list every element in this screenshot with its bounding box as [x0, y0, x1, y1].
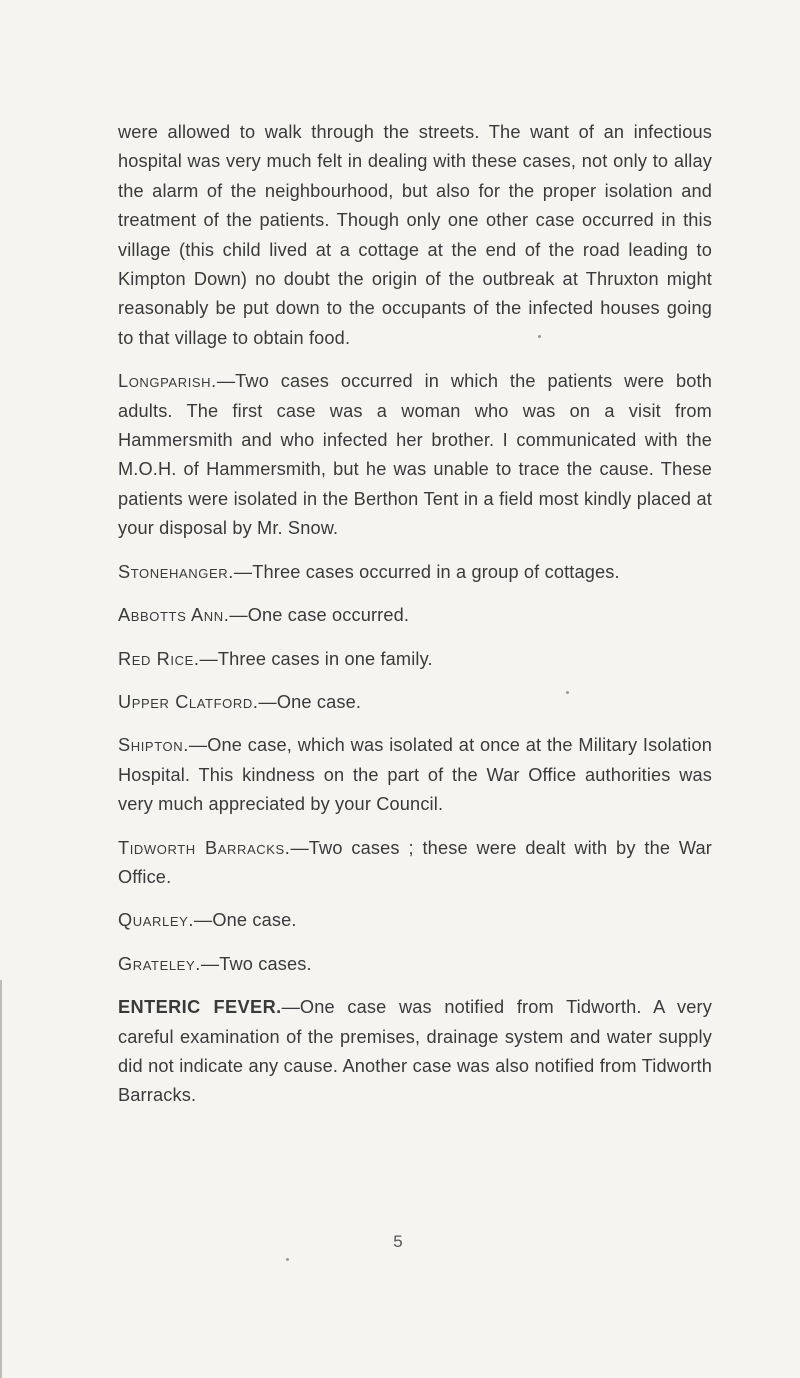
paragraph-stonehanger: [118, 558, 712, 587]
print-speck: [286, 1258, 289, 1261]
paragraph-shipton: [118, 731, 712, 819]
paragraph-upper-clatford: [118, 688, 712, 717]
paragraph-text: —One case, which was isolated at once at the Military Isolation Hospital. This kindness on the part of the War Office authorities was very much appreciated by your Council.: [118, 735, 712, 815]
paragraph-thruxton-continued: [118, 118, 712, 353]
print-speck: [538, 335, 541, 338]
paragraph-text: —One case was notified from Tidworth. A very careful examination of the premises, drainage system and water supply did not indicate any cause. Another case was also notified from Tidworth Barracks.: [118, 997, 712, 1106]
paragraph-text: —Two cases.: [200, 953, 312, 974]
paragraph-text: —Three cases in one family.: [199, 648, 433, 669]
place-heading: Abbotts Ann.: [118, 605, 230, 626]
place-heading: Quarley.: [118, 910, 195, 931]
place-heading: Grateley.: [118, 953, 201, 974]
document-body: [118, 118, 712, 1111]
place-heading: Upper Clatford.: [118, 691, 259, 712]
paragraph-longparish: [118, 367, 712, 543]
place-heading: Stonehanger.: [118, 561, 234, 582]
paragraph-text: —One case.: [258, 691, 362, 712]
page-number: 5: [393, 1232, 403, 1251]
paragraph-tidworth-barracks: [118, 834, 712, 893]
print-speck: [566, 691, 569, 694]
paragraph-text: were allowed to walk through the streets. The want of an infectious hospital was very much felt in dealing with these cases, not only to allay the alarm of the neighbourhood, but also for the proper isolation and treatment of the patients. Though only one other case occurred in this village (this child lived at a cottage at the end of the road leading to Kimpton Down) no doubt the origin of the outbreak at Thruxton might reasonably be put down to the occupants of the infected houses going to that village to obtain food.: [118, 122, 712, 348]
place-heading: Tidworth Barracks.: [118, 837, 291, 858]
paragraph-text: —One case.: [194, 910, 297, 931]
paragraph-enteric-fever: [118, 993, 712, 1111]
place-heading: Shipton.: [118, 735, 189, 756]
paragraph-text: —Two cases ; these were dealt with by the War Office.: [118, 837, 713, 887]
place-heading: Red Rice.: [118, 648, 200, 669]
paragraph-abbotts-ann: [118, 601, 712, 630]
place-heading: Longparish.: [118, 371, 217, 392]
paragraph-grateley: [118, 950, 712, 979]
paragraph-red-rice: [118, 645, 712, 674]
section-heading: ENTERIC FEVER.: [118, 997, 282, 1018]
paragraph-text: —Three cases occurred in a group of cottages.: [233, 561, 620, 582]
paragraph-text: —Two cases occurred in which the patients were both adults. The first case was a woman who was on a visit from Hammersmith and who infected her brother. I communicated with the M.O.H. of Hammersmith, but he was unable to trace the cause. These patients were isolated in the Berthon Tent in a field most kindly placed at your disposal by Mr. Snow.: [118, 371, 712, 539]
paragraph-text: —One case occurred.: [229, 605, 410, 626]
paragraph-quarley: [118, 906, 712, 935]
page-edge-shadow: [0, 980, 2, 1378]
